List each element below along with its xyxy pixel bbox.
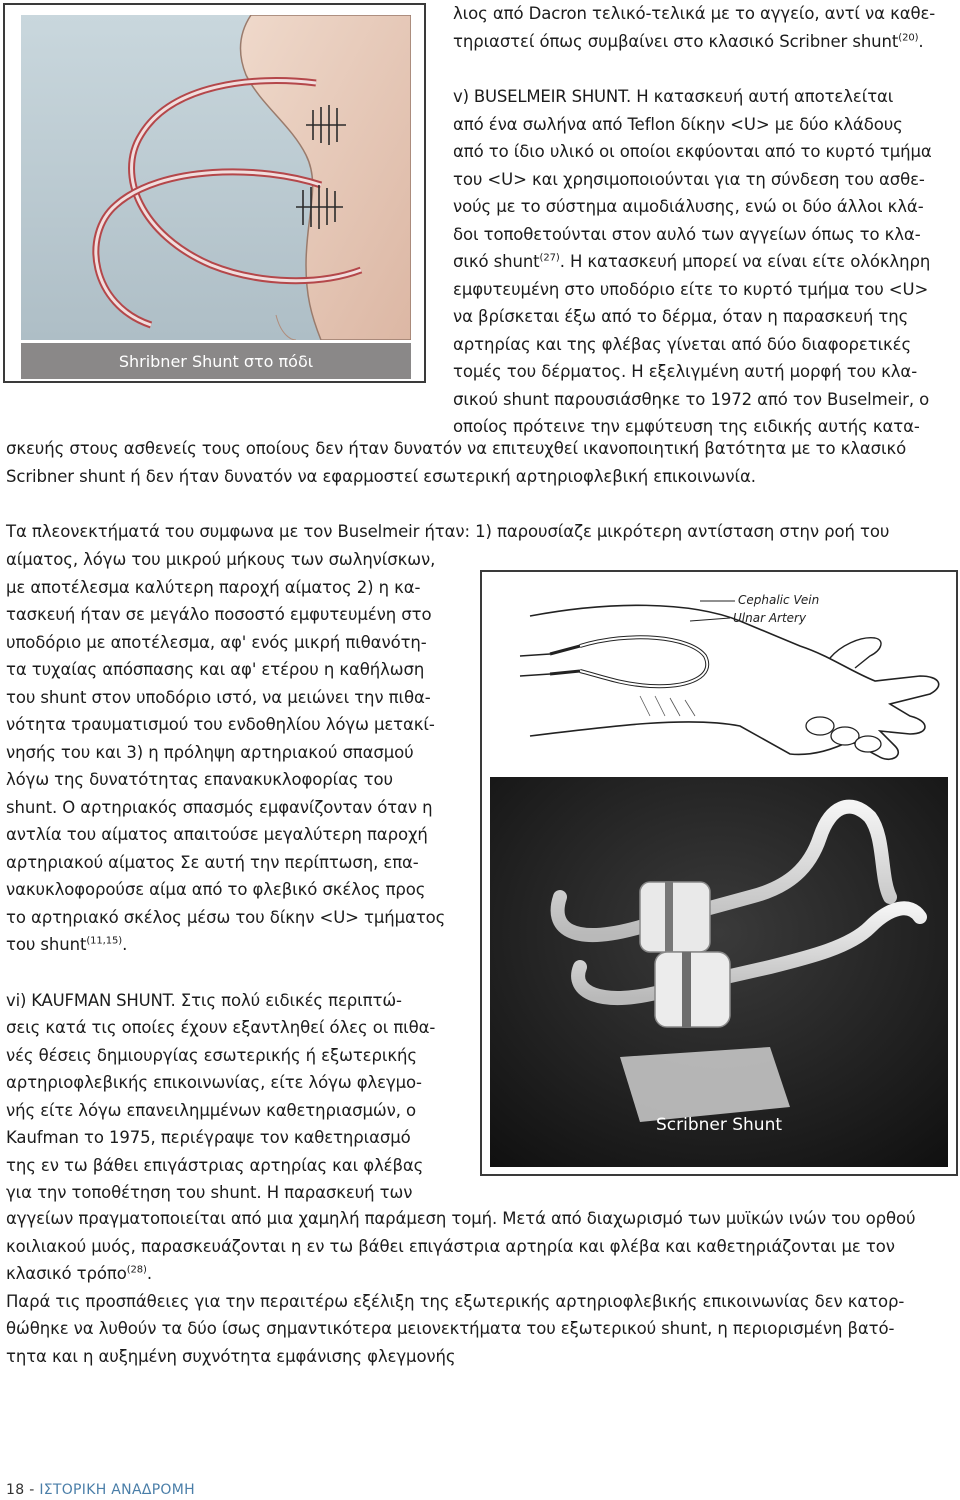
text-line: του shunt στον υποδόριο ιστό, να μειώνει την πιθα- (6, 687, 431, 707)
photo-caption: Scribner Shunt (655, 1114, 783, 1135)
figure-foot-shunt (3, 3, 426, 383)
text-line: σικού shunt παρουσιάσθηκε το 1972 από τον Buselmeir, ο (453, 389, 930, 409)
text-line: . (146, 1264, 152, 1283)
footer-separator: - (29, 1482, 35, 1498)
figure-caption: Shribner Shunt στο πόδι (118, 351, 314, 371)
scribner-shunt-photo (490, 777, 948, 1167)
text-line: αρτηρίας και της φλέβας γίνεται από δύο διαφορετικές (453, 334, 912, 354)
text-line: νησής του και 3) η πρόληψη αρτηριακού σπασμού (6, 742, 414, 762)
text-line: το αρτηριακό σκέλος μέσω του δίκην <U> τμήματος (6, 907, 446, 927)
citation: (28) (126, 1264, 147, 1276)
text-line: εμφυτευμένη στο υποδόριο είτε το κυρτό τμήμα του <U> (453, 279, 929, 299)
text-line: αγγείων πραγματοποιείται από μια χαμηλή παράμεση τομή. Μετά από διαχωρισμό των μυϊκών ινών του ορθού (6, 1209, 916, 1228)
text-line: νότητα τραυματισμού του ενδοθηλίου λόγω μετακί- (6, 715, 435, 734)
citation: (20) (898, 32, 919, 43)
text-line: τομές του δέρματος. Η εξελιγμένη αυτή μορφή του κλα- (453, 362, 918, 381)
paragraph-final (6, 1288, 958, 1371)
text-line: του shunt (6, 935, 87, 954)
photo-caption-box (490, 1102, 948, 1147)
paragraph-kaufman (6, 987, 453, 1207)
text-line: . (122, 935, 128, 954)
foot-shunt-illustration (21, 15, 411, 340)
kaufman-continuation (6, 1205, 958, 1370)
text-line: λόγω της δυνατότητας επανακυκλοφορίας του (6, 770, 393, 789)
text-line: shunt. Ο αρτηριακός σπασμός εμφανίζονταν όταν η (6, 797, 433, 817)
text-line: Scribner shunt ή δεν ήταν δυνατόν να εφαρμοστεί εσωτερική αρτηριοφλεβική επικοινωνία. (6, 466, 756, 486)
text-line: να βρίσκεται έξω από το δέρμα, όταν η παρασκευή της (453, 307, 909, 326)
text-line: νές θέσεις δημιουργίας εσωτερικής ή εξωτερικής (6, 1045, 417, 1065)
citation: (27) (539, 252, 560, 264)
text-line: τασκευή ήταν σε μεγάλο ποσοστό εμφυτευμένη στο (6, 605, 432, 624)
paragraph-advantages-start (6, 518, 958, 546)
text-line: . Η κατασκευή μπορεί να είναι είτε ολόκληρη (559, 252, 931, 271)
text-line: υποδόριο με αποτέλεσμα, αφ' ενός μικρή πιθανότη- (6, 632, 427, 652)
paragraph-kaufman-end (6, 1205, 958, 1288)
text-line: τα τυχαίας απόσπασης και αφ' ετέρου η καθήλωση (6, 660, 425, 679)
advantages-full (6, 518, 958, 546)
text-line: δοι τοποθετούνται στον αυλό των αγγείων όπως το κλα- (453, 224, 921, 244)
text-line: τητα και η αυξημένη συχνότητα εμφάνισης φλεγμονής (6, 1346, 456, 1366)
label-ulnar-artery: Ulnar Artery (733, 611, 807, 625)
intro-column (453, 0, 958, 441)
figure-scribner-shunt (480, 570, 958, 1176)
section-heading-buselmeir: v) BUSELMEIR SHUNT. (453, 87, 632, 106)
text-line: τηριαστεί όπως συμβαίνει στο κλασικό Scribner shunt (453, 31, 899, 51)
text-line: αντλία του αίματος απαιτούσε μεγαλύτερη παροχή (6, 825, 428, 844)
footer-section-title: ΙΣΤΟΡΙΚΗ ΑΝΑΔΡΟΜΗ (39, 1482, 195, 1498)
label-cephalic-vein: Cephalic Vein (738, 593, 820, 607)
text-line: . (918, 31, 924, 51)
text-line: σικό shunt (453, 252, 540, 271)
buselmeir-continuation (6, 435, 958, 490)
advantages-column (6, 546, 453, 1207)
citation: (11,15) (86, 935, 123, 947)
text-line: για την τοποθέτηση του shunt. Η παρασκευή των (6, 1183, 413, 1202)
section-heading-kaufman: vi) KAUFMAN SHUNT. (6, 990, 176, 1010)
text-line: σεις κατά τις οποίες έχουν εξαντληθεί όλες οι πιθα- (6, 1018, 436, 1037)
text-line: αρτηριακού αίματος Σε αυτή την περίπτωση, επα- (6, 852, 419, 872)
text-line: νακυκλοφορούσε αίμα από το φλεβικό σκέλος προς (6, 880, 426, 899)
text-line: από ένα σωλήνα από Teflon δίκην <U> με δύο κλάδους (453, 114, 903, 134)
text-line: του <U> και χρησιμοποιούνται για τη σύνδεση του ασθε- (453, 169, 925, 189)
text-line: με αποτέλεσμα καλύτερη παροχή αίματος 2) η κα- (6, 577, 421, 597)
text-line: οποίος πρότεινε την εμφύτευση της ειδικής αυτής κατα- (453, 417, 920, 436)
text-line: αίματος, λόγω του μικρού μήκους των σωληνίσκων, (6, 550, 436, 569)
text-line: νούς με το σύστημα αιμοδιάλυσης, ενώ οι δύο άλλοι κλά- (453, 197, 924, 216)
text-line: από το ίδιο υλικό οι οποίοι εκφύονται από το κυρτό τμήμα (453, 142, 932, 161)
text-line: Παρά τις προσπάθειες για την περαιτέρω εξέλιξη της εξωτερικής αρτηριοφλεβικής επικοινωνίας δεν κατορ- (6, 1291, 905, 1311)
text-line: της εν τω βάθει επιγάστριας αρτηρίας και φλέβας (6, 1155, 424, 1175)
text-line: νής είτε λόγω επανειλημμένων καθετηριασμών, ο (6, 1100, 416, 1120)
page-number: 18 (6, 1482, 25, 1498)
text-line: Η κατασκευή αυτή αποτελείται (631, 87, 894, 106)
text-line: σκευής στους ασθενείς τους οποίους δεν ήταν δυνατόν να επιτευχθεί ικανοποιητική βατότητα με το κλασικό (6, 439, 907, 458)
text-line: Kaufman το 1975, περιέγραψε τον καθετηριασμό (6, 1128, 411, 1147)
text-line: κοιλιακού μυός, παρασκευάζονται η εν τω βάθει επιγάστρια αρτηρία και φλέβα και καθετηριάζονται με τον (6, 1236, 895, 1256)
forearm-shunt-drawing (490, 576, 950, 771)
paragraph-advantages (6, 546, 453, 959)
text-line: αρτηριοφλεβικής επικοινωνίας, είτε λόγω φλεγμο- (6, 1073, 422, 1092)
text-line: Τα πλεονεκτήματά του συμφωνα με τον Buselmeir ήταν: 1) παρουσίαζε μικρότερη αντίσταση στην ροή του (6, 522, 890, 541)
paragraph-buselmeir (453, 83, 958, 441)
figure-caption-bar (21, 343, 411, 379)
text-line: Στις πολύ ειδικές περιπτώ- (175, 990, 402, 1010)
text-line: λιος από Dacron τελικό-τελικά με το αγγείο, αντί να καθε- (453, 4, 936, 23)
text-line: θώθηκε να λυθούν τα δύο ίσως σημαντικότερα μειονεκτήματα του εξωτερικού shunt, η περιορισμένη βατό- (6, 1319, 895, 1338)
text-line: κλασικό τρόπο (6, 1264, 127, 1283)
page-footer (6, 1482, 195, 1498)
paragraph-buselmeir-end (6, 435, 958, 490)
paragraph-dacron (453, 0, 958, 55)
